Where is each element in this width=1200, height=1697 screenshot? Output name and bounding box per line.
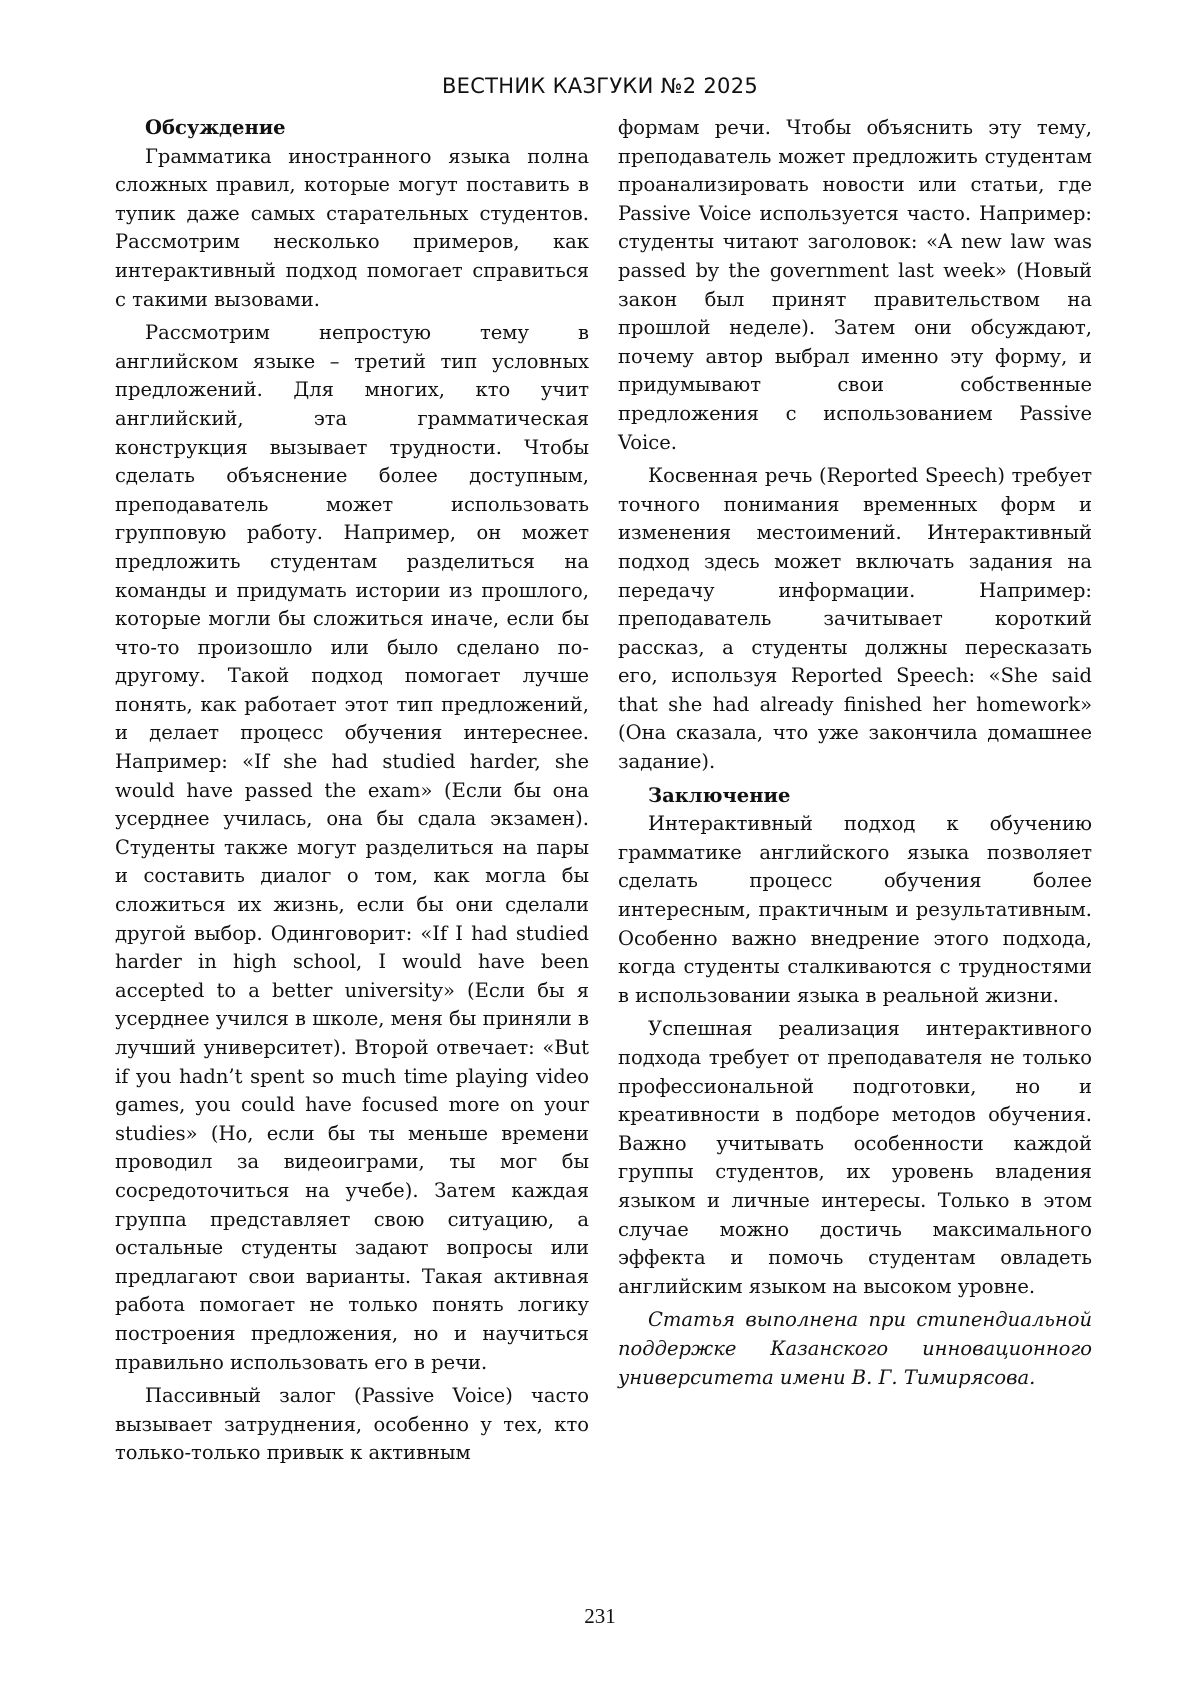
acknowledgement-note: Статья выполнена при стипендиальной поддержке Казанского инновационного университета имени В. Г. Тимирясова. xyxy=(618,1308,1092,1389)
body-paragraph: Грамматика иностранного языка полна сложных правил, которые могут поставить в тупик даже самых старательных студентов. Рассмотрим несколько примеров, как интерактивный подход помогает справиться с такими вызовами. xyxy=(115,144,589,311)
body-paragraph: Рассмотрим непростую тему в английском языке – третий тип условных предложений. Для многих, кто учит английский, эта грамматическая конструкция вызывает трудности. Чтобы сделать объяснение более доступным, преподаватель может использовать групповую работу. Например, он может предложить студентам разделиться на команды и придумать истории из прошлого, которые могли бы сложиться иначе, если бы что-то произошло или было сделано по-другому. Такой подход помогает лучше понять, как работает этот тип предложений, и делает процесс обучения интереснее. Например: «If she had studied harder, she would have passed the exam» (Если бы она усерднее училась, она бы сдала экзамен). Студенты также могут разделиться на пары и составить диалог о том, как могла бы сложиться их жизнь, если бы они сделали другой выбор. Одинговорит: «If I had studied harder in high school, I would have been accepted to a better university» (Если бы я усерднее учился в школе, меня бы приняли в лучший университет). Второй отвечает: «But if you hadn’t spent so much time playing video games, you could have focused more on your studies» (Но, если бы ты меньше времени проводил за видеоиграми, ты мог бы сосредоточиться на учебе). Затем каждая группа представляет свою ситуацию, а остальные студенты задают вопросы или предлагают свои варианты. Такая активная работа помогает не только понять логику построения предложения, но и научиться правильно использовать его в речи. xyxy=(115,321,589,1374)
right-column xyxy=(618,114,1092,1397)
body-paragraph: Пассивный залог (Passive Voice) часто вызывает затруднения, особенно у тех, кто только-только привык к активным xyxy=(115,1384,589,1465)
body-paragraph: Успешная реализация интерактивного подхода требует от преподавателя не только профессиональной подготовки, но и креативности в подборе методов обучения. Важно учитывать особенности каждой группы студентов, их уровень владения языком и личные интересы. Только в этом случае можно достичь максимального эффекта и помочь студентам овладеть английским языком на высоком уровне. xyxy=(618,1017,1092,1298)
conclusion-heading: Заключение xyxy=(648,783,791,807)
page-number: 231 xyxy=(584,1604,616,1628)
body-paragraph: Косвенная речь (Reported Speech) требует точного понимания временных форм и изменения местоимений. Интерактивный подход здесь может включать задания на передачу информации. Например: преподаватель зачитывает короткий рассказ, а студенты должны пересказать его, используя Reported Speech: «She said that she had already finished her homework» (Она сказала, что уже закончила домашнее задание). xyxy=(618,464,1092,774)
running-header: ВЕСТНИК КАЗГУКИ №2 2025 xyxy=(441,74,759,98)
body-paragraph-continued: формам речи. Чтобы объяснить эту тему, преподаватель может предложить студентам проанализировать новости или статьи, где Passive Voice используется часто. Например: студенты читают заголовок: «A new law was passed by the government last week» (Новый закон был принят правительством на прошлой неделе). Затем они обсуждают, почему автор выбрал именно эту форму, и придумывают свои собственные предложения с использованием Passive Voice. xyxy=(618,116,1092,454)
left-column xyxy=(115,114,589,1473)
body-paragraph: Интерактивный подход к обучению грамматике английского языка позволяет сделать процесс обучения более интересным, практичным и результативным. Особенно важно внедрение этого подхода, когда студенты сталкиваются с трудностями в использовании языка в реальной жизни. xyxy=(618,812,1092,1007)
discussion-heading: Обсуждение xyxy=(145,116,286,139)
